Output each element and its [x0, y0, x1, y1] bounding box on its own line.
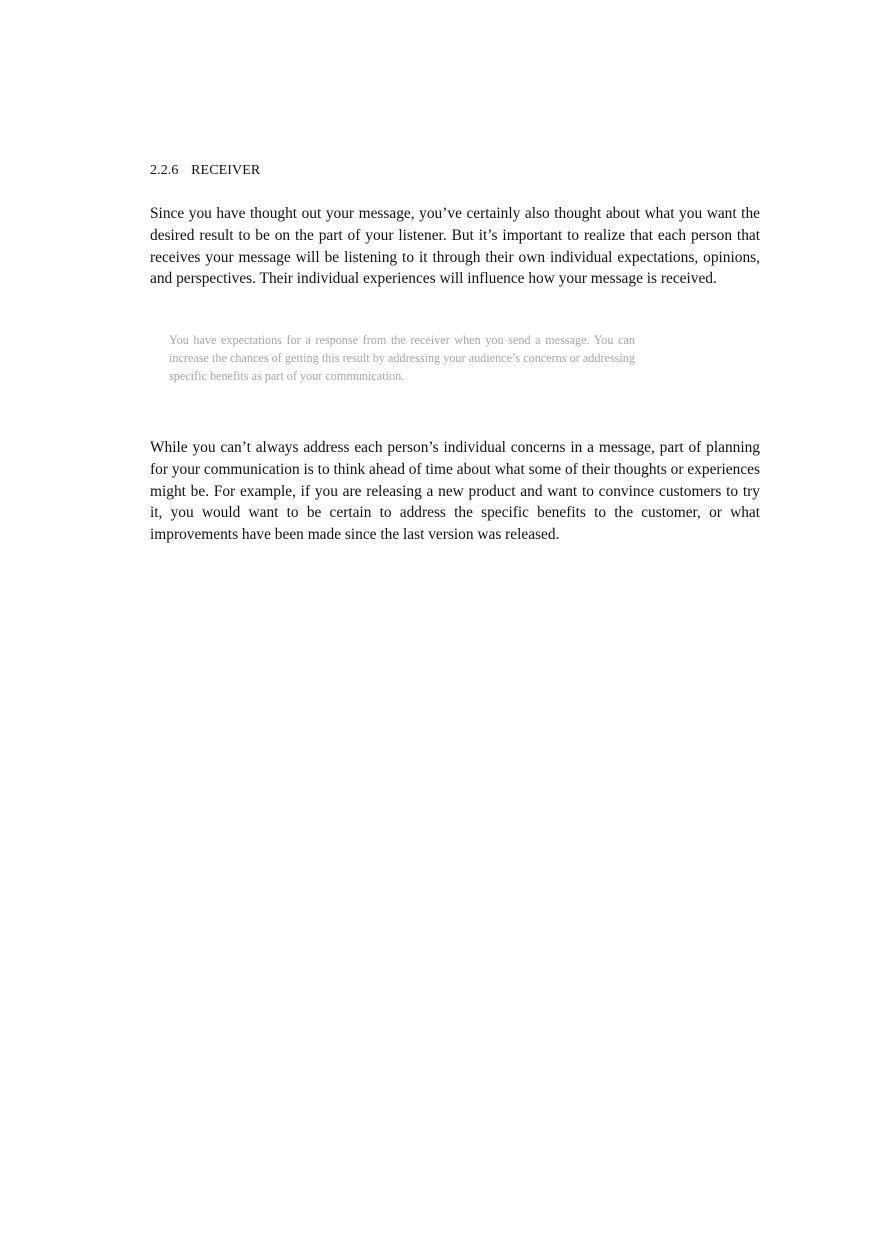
section-heading	[150, 162, 260, 180]
callout-note: You have expectations for a response from the receiver when you send a message. You can increase the chances of getting this result by addressing your audience’s concerns or addressing specific benefits as part of your communication.	[169, 333, 635, 384]
body-paragraph-receiver-intro: Since you have thought out your message, you’ve certainly also thought about what you want the desired result to be on the part of your listener. But it’s important to realize that each person that receives your message will be listening to it through their own individual expectations, opinions, and perspectives. Their individual experiences will influence how your message is received.	[150, 205, 760, 288]
section-number: 2.2.6	[150, 163, 179, 178]
section-title: RECEIVER	[191, 163, 261, 178]
body-paragraph-receiver-concerns: While you can’t always address each person’s individual concerns in a message, part of planning for your communication is to think ahead of time about what some of their thoughts or experiences might be. For example, if you are releasing a new product and want to convince customers to try it, you would want to be certain to address the specific benefits to the customer, or what improvements have been made since the last version was released.	[150, 439, 760, 543]
